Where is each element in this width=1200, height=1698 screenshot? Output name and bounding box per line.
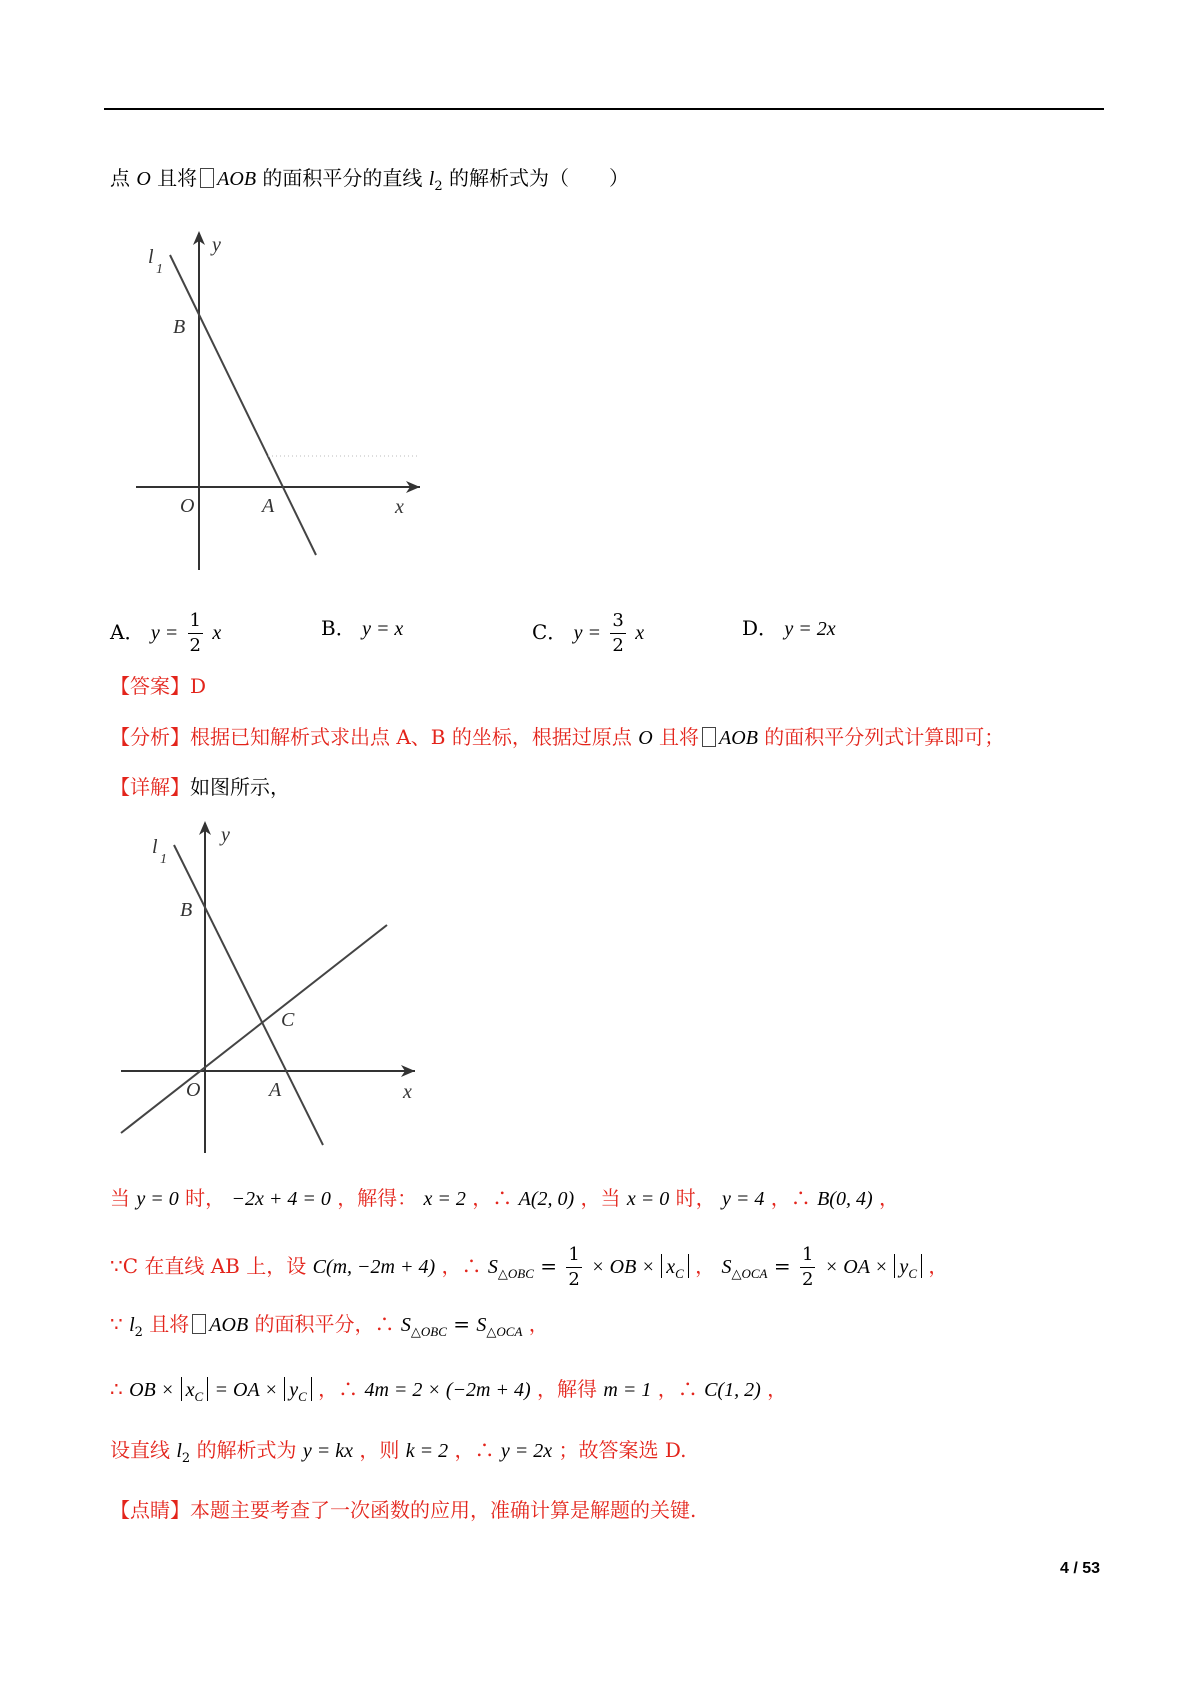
- option-c-fraction: [610, 612, 625, 655]
- solution-line-3: [110, 1310, 549, 1347]
- option-a-label: A．: [110, 620, 145, 644]
- option-a-var: x: [212, 622, 222, 644]
- s4-abs-yc: [284, 1377, 312, 1404]
- comment-tag: 【点睛】: [110, 1498, 190, 1522]
- s5-c: ，则: [359, 1438, 400, 1462]
- s4-t2: = OA ×: [214, 1379, 278, 1401]
- fig1-label-x: x: [395, 496, 404, 518]
- analysis-text-a: 根据已知解析式求出点 A、B 的坐标，根据过原点: [190, 725, 632, 749]
- s3-line-sub: 2: [134, 1325, 143, 1340]
- fig2-label-l-sub: 1: [160, 852, 167, 867]
- s1-f: 时，: [675, 1186, 716, 1210]
- s1-c: ，解得：: [337, 1186, 418, 1210]
- s2-abs-xc: [661, 1254, 689, 1281]
- s4-d: ，∴: [657, 1377, 698, 1401]
- s4-eq: 4m = 2 × (−2m + 4): [364, 1379, 531, 1401]
- q-text-a: 点: [110, 166, 130, 190]
- figure-1-graph: [120, 225, 430, 570]
- option-a-den: 2: [189, 635, 201, 656]
- option-a-lhs: y =: [150, 622, 179, 644]
- detail-tag: 【详解】: [110, 775, 190, 799]
- q-triangle-name: AOB: [217, 168, 257, 190]
- s4-yc: y: [289, 1379, 299, 1401]
- s2-yc: y: [899, 1256, 909, 1278]
- s5-line-l: l: [176, 1440, 182, 1462]
- s2-xc-sub: C: [675, 1266, 684, 1281]
- option-c-den: 2: [612, 635, 624, 656]
- analysis-text-b: 且将: [659, 725, 700, 749]
- s4-t1: OB ×: [129, 1379, 175, 1401]
- s1-cond2: x = 0: [626, 1188, 670, 1210]
- s2-d: ，: [928, 1254, 949, 1278]
- s3-area1: S: [400, 1314, 411, 1336]
- option-c-num: 3: [610, 612, 625, 634]
- s2-half-2: [800, 1246, 815, 1289]
- fig1-label-y: y: [212, 234, 221, 256]
- s5-b: 的解析式为: [196, 1438, 297, 1462]
- detail-line: [110, 773, 290, 801]
- fig2-label-b: B: [180, 899, 193, 921]
- s1-a: 当: [110, 1186, 130, 1210]
- s4-xc: x: [185, 1379, 195, 1401]
- analysis-triangle-name: AOB: [719, 727, 758, 749]
- s1-eq1: −2x + 4 = 0: [231, 1188, 331, 1210]
- s4-yc-sub: C: [298, 1389, 307, 1404]
- s2-t2: × OA ×: [824, 1256, 889, 1278]
- analysis-tag: 【分析】: [110, 725, 190, 749]
- s1-sol1: x = 2: [423, 1188, 466, 1210]
- s2-area2-sub: △OCA: [731, 1266, 768, 1281]
- comment-line: [110, 1496, 696, 1524]
- s2-point-c: C(m, −2m + 4): [312, 1256, 436, 1278]
- s2-half-2-den: 2: [801, 1269, 814, 1290]
- s5-e: ；故答案选 D.: [558, 1438, 687, 1462]
- solution-line-2: [110, 1246, 948, 1289]
- solution-line-1: [110, 1184, 899, 1213]
- s2-c: ，: [695, 1254, 716, 1278]
- s4-m: m = 1: [603, 1379, 652, 1401]
- s1-g: ，∴: [770, 1186, 811, 1210]
- option-a-num: 1: [188, 612, 203, 634]
- s2-eq1: =: [540, 1254, 557, 1278]
- analysis-text-c: 的面积平分列式计算即可；: [764, 725, 1005, 749]
- s4-c: ，解得: [537, 1377, 598, 1401]
- analysis-triangle-box: [702, 727, 716, 747]
- s3-b: 且将: [149, 1312, 190, 1336]
- fig2-label-o: O: [186, 1079, 201, 1101]
- option-c-var: x: [635, 622, 645, 644]
- s3-c: 的面积平分，∴: [254, 1312, 395, 1336]
- s2-yc-sub: C: [908, 1266, 917, 1281]
- detail-text: 如图所示，: [190, 775, 290, 799]
- option-d-label: D．: [742, 616, 779, 640]
- s4-xc-sub: C: [194, 1389, 204, 1404]
- analysis-line: [110, 723, 1004, 752]
- s1-b: 时，: [185, 1186, 226, 1210]
- option-c-lhs: y =: [573, 622, 602, 644]
- fig1-label-l-sub: 1: [156, 262, 163, 277]
- option-c-label: C．: [532, 620, 568, 644]
- s5-line-sub: 2: [181, 1451, 191, 1466]
- fig1-label-o: O: [180, 495, 195, 517]
- s5-expr: y = kx: [302, 1440, 354, 1462]
- answer-value: D: [190, 674, 207, 698]
- s4-abs-xc: [181, 1377, 209, 1404]
- s2-b: ，∴: [441, 1254, 482, 1278]
- s3-area1-sub: △OBC: [410, 1324, 447, 1339]
- fig2-label-y: y: [221, 824, 230, 846]
- answer-tag: 【答案】: [110, 674, 190, 698]
- page-number: 4 / 53: [1059, 1560, 1100, 1577]
- s3-triangle-name: AOB: [209, 1314, 249, 1336]
- fig1-label-l: l: [148, 246, 154, 268]
- s1-h: ，: [879, 1186, 899, 1210]
- s1-e: ，当: [580, 1186, 621, 1210]
- s5-result: y = 2x: [500, 1440, 553, 1462]
- option-c: [532, 612, 644, 655]
- header-rule: [104, 108, 1104, 110]
- s4-e: ，: [767, 1377, 788, 1401]
- option-d: [742, 612, 836, 641]
- q-line-l: l: [428, 168, 435, 190]
- comment-text: 本题主要考查了一次函数的应用，准确计算是解题的关键.: [190, 1498, 697, 1522]
- fig2-label-a: A: [269, 1079, 282, 1101]
- fig2-line-l2: [121, 925, 387, 1133]
- option-b: [321, 612, 403, 641]
- s5-k: k = 2: [405, 1440, 449, 1462]
- fig2-label-c: C: [281, 1009, 295, 1031]
- s3-a: ∵: [110, 1312, 123, 1336]
- s1-cond1: y = 0: [136, 1188, 179, 1210]
- q-text-d: 的解析式为（ ）: [448, 166, 629, 190]
- s1-point-a: A(2, 0): [518, 1188, 575, 1210]
- s2-t1: × OB ×: [591, 1256, 655, 1278]
- s2-half-2-num: 1: [800, 1246, 815, 1268]
- s3-eq: =: [453, 1312, 471, 1336]
- solution-line-5: [110, 1436, 687, 1473]
- s2-half-1-den: 2: [568, 1269, 580, 1290]
- s5-d: ，∴: [454, 1438, 495, 1462]
- s3-triangle-box: [192, 1314, 206, 1334]
- fig2-label-l: l: [152, 836, 158, 858]
- s2-abs-yc: [894, 1254, 922, 1281]
- s3-line-l: l: [129, 1314, 135, 1336]
- s2-a: ∵C 在直线 AB 上，设: [110, 1254, 307, 1278]
- s3-d: ，: [528, 1312, 549, 1336]
- s5-a: 设直线: [110, 1438, 170, 1462]
- s3-area2: S: [476, 1314, 487, 1336]
- q-text-b: 且将: [157, 166, 198, 190]
- s2-area2: S: [721, 1256, 732, 1278]
- fig1-label-b: B: [173, 316, 186, 338]
- s1-point-b: B(0, 4): [817, 1188, 873, 1210]
- option-d-expr: y = 2x: [784, 618, 836, 640]
- analysis-point-o: O: [638, 727, 653, 749]
- s4-a: ∴: [110, 1377, 123, 1401]
- solution-line-4: [110, 1375, 787, 1411]
- s2-area1-sub: △OBC: [497, 1266, 534, 1281]
- option-a: [110, 612, 221, 655]
- s2-half-1-num: 1: [566, 1246, 581, 1268]
- s2-eq2: =: [773, 1254, 791, 1278]
- s3-area2-sub: △OCA: [486, 1324, 523, 1339]
- option-a-fraction: [188, 612, 203, 655]
- q-point-o: O: [136, 168, 151, 190]
- s1-sol2: y = 4: [722, 1188, 765, 1210]
- s2-xc: x: [666, 1256, 676, 1278]
- fig2-label-x: x: [403, 1081, 412, 1103]
- s2-half-1: [566, 1246, 581, 1289]
- s1-d: ，∴: [472, 1186, 513, 1210]
- triangle-symbol-box: [200, 168, 214, 188]
- answer-line: [110, 672, 206, 700]
- q-line-sub: 2: [434, 179, 443, 194]
- question-text: [110, 164, 629, 201]
- s4-b: ，∴: [318, 1377, 359, 1401]
- s4-point-c: C(1, 2): [704, 1379, 761, 1401]
- option-b-label: B．: [321, 616, 356, 640]
- s2-area1: S: [487, 1256, 498, 1278]
- figure-2-graph: [115, 815, 425, 1155]
- q-text-c: 的面积平分的直线: [262, 166, 423, 190]
- option-b-expr: y = x: [362, 618, 404, 640]
- fig1-label-a: A: [262, 495, 275, 517]
